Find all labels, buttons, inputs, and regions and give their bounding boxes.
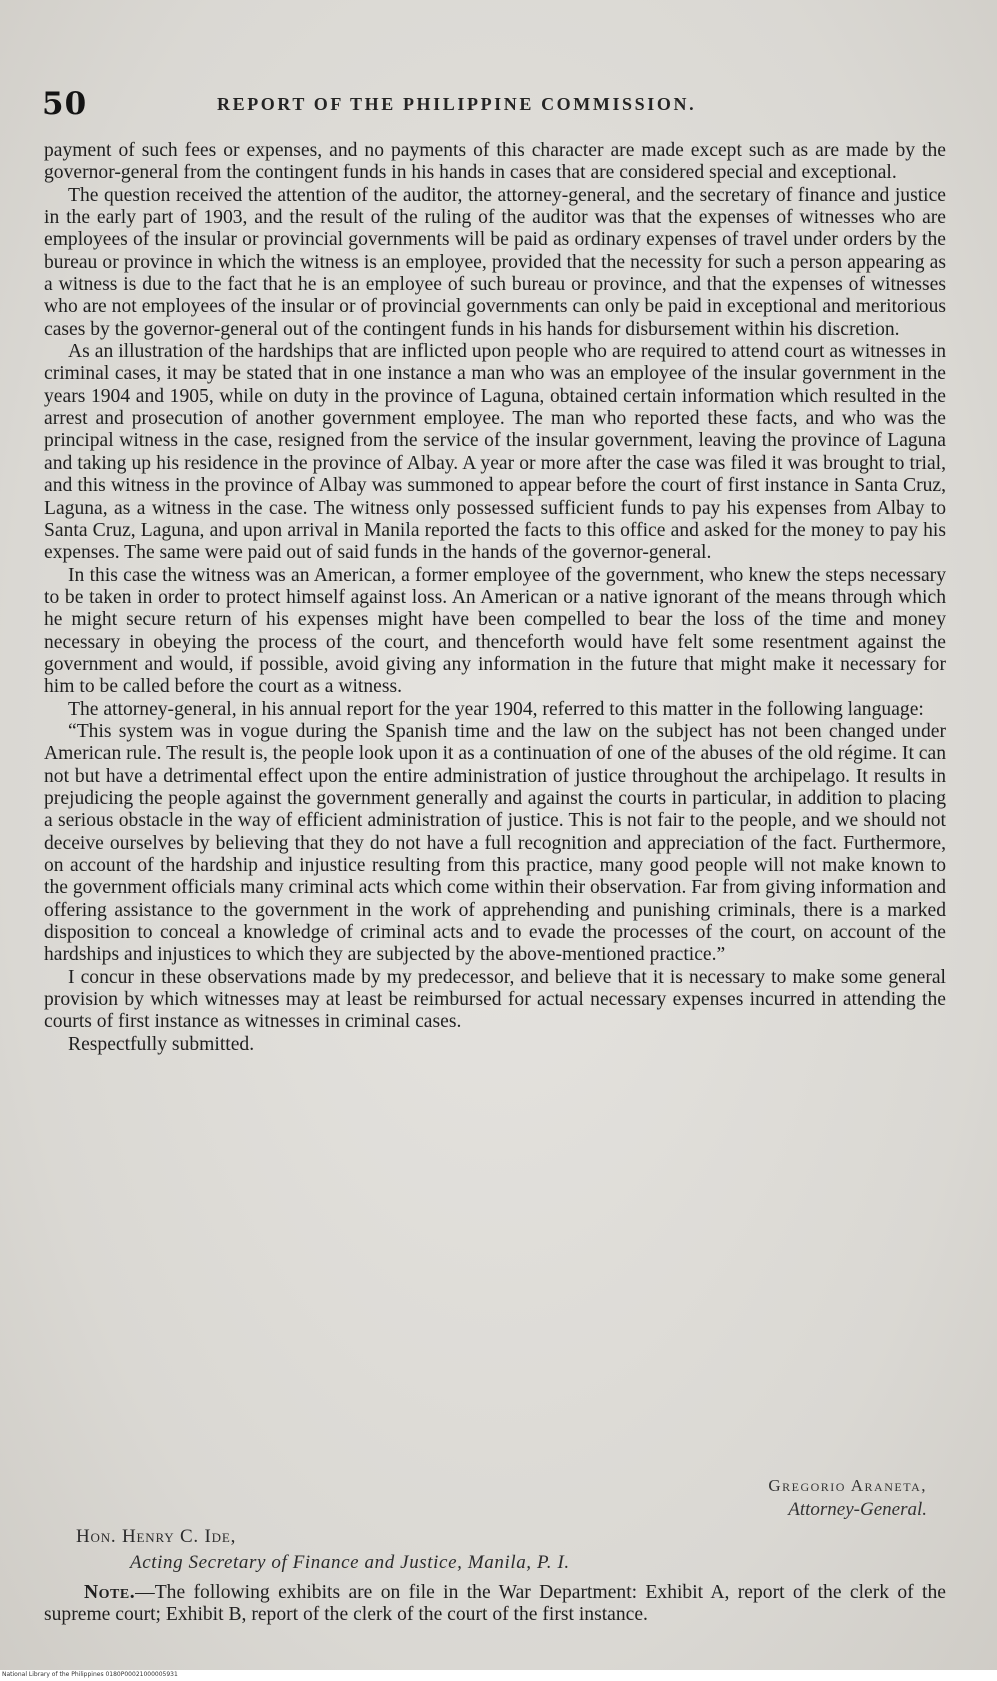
body-text <box>44 140 946 1056</box>
addressee-role: Acting Secretary of Finance and Justice, Manila, P. I. <box>130 1552 570 1573</box>
paragraph-closing: Respectfully submitted. <box>68 1033 255 1055</box>
signatory-title: Attorney-General. <box>788 1499 927 1520</box>
page-number: 50 <box>42 86 88 122</box>
running-head: REPORT OF THE PHILIPPINE COMMISSION. <box>217 94 697 114</box>
paragraph-attorney-general-report: The attorney-general, in his annual report for the year 1904, referred to this matter in the following language: <box>68 698 924 720</box>
note-text: —The following exhibits are on file in the War Department: Exhibit A, report of the clerk of the supreme court; Exhibit B, report of the clerk of the court of the first instance. <box>44 1582 946 1626</box>
addressee-name: Hon. Henry C. Ide, <box>76 1526 237 1547</box>
paragraph-illustration: As an illustration of the hardships that are inflicted upon people who are required to attend court as witnesses in criminal cases, it may be stated that in one instance a man who was an employee of the insular government in the years 1904 and 1905, while on duty in the province of Laguna, obtained certain information which resulted in the arrest and prosecution of another government employee. The man who reported these facts, and who was the principal witness in the case, resigned from the service of the insular government, leaving the province of Laguna and taking up his residence in the province of Albay. A year or more after the case was filed it was brought to trial, and this witness in the province of Albay was summoned to appear before the court of first instance in Santa Cruz, Laguna, as a witness in the case. The witness only possessed sufficient funds to pay his expenses from Albay to Santa Cruz, Laguna, and upon arrival in Manila reported the facts to this office and asked for the money to pay his expenses. The same were paid out of said funds in the hands of the governor-general. <box>44 341 946 564</box>
signatory-name: Gregorio Araneta, <box>768 1476 927 1495</box>
paragraph-american-witness: In this case the witness was an American, a former employee of the government, who knew the steps necessary to be taken in order to protect himself against loss. An American or a native ignorant of the means through which he might secure return of his expenses might have been compelled to bear the loss of the time and money necessary in obeying the process of the court, and thenceforth would have felt some resentment against the government and would, if possible, avoid giving any information in the future that might make it necessary for him to be called before the court as a witness. <box>44 564 946 698</box>
exhibits-note <box>44 1582 946 1627</box>
page-header <box>42 86 947 126</box>
addressee-block <box>76 1524 570 1576</box>
signature-block <box>768 1474 927 1522</box>
paragraph-auditor-ruling: The question received the attention of the auditor, the attorney-general, and the secretary of finance and justice in the early part of 1903, and the result of the ruling of the auditor was that the expenses of witnesses who are employees of the insular or provincial governments will be paid as ordinary expenses of travel under orders by the bureau or province in which the witness is an employee, provided that the necessity for such a person appearing as a witness is due to the fact that he is an employee of such bureau or province, and that the expenses of witnesses who are not employees of the insular or of provincial governments can only be paid in exceptional and meritorious cases by the governor-general out of the contingent funds in his hands for disbursement within his discretion. <box>44 184 946 340</box>
note-label: Note. <box>84 1582 136 1603</box>
paragraph-concurrence: I concur in these observations made by my predecessor, and believe that it is necessary to make some general provision by which witnesses may at least be reimbursed for actual necessary expenses incurred in attending the courts of first instance as witnesses in criminal cases. <box>44 966 946 1033</box>
paragraph-continuation: payment of such fees or expenses, and no payments of this character are made except such as are made by the governor-general from the contingent funds in his hands in cases that are considered special and exceptional. <box>44 140 946 184</box>
paragraph-quotation: “This system was in vogue during the Spanish time and the law on the subject has not been changed under American rule. The result is, the people look upon it as a continuation of one of the abuses of the old régime. It can not but have a detrimental effect upon the entire administration of justice throughout the archipelago. It results in prejudicing the people against the government generally and against the courts in particular, in addition to placing a serious obstacle in the way of efficient administration of justice. This is not fair to the people, and we should not deceive ourselves by believing that they do not have a full recognition and appreciation of the fact. Furthermore, on account of the hardship and injustice resulting from this practice, many good people will not make known to the government officials many criminal acts which come within their observation. Far from giving information and offering assistance to the government in the work of apprehending and punishing criminals, there is a marked disposition to conceal a knowledge of criminal acts and to evade the processes of the court, on account of the hardships and injustices to which they are subjected by the above-mentioned practice.” <box>44 720 946 966</box>
footer-credit: National Library of the Philippines 0180P000210000059​31 <box>2 1671 178 1678</box>
